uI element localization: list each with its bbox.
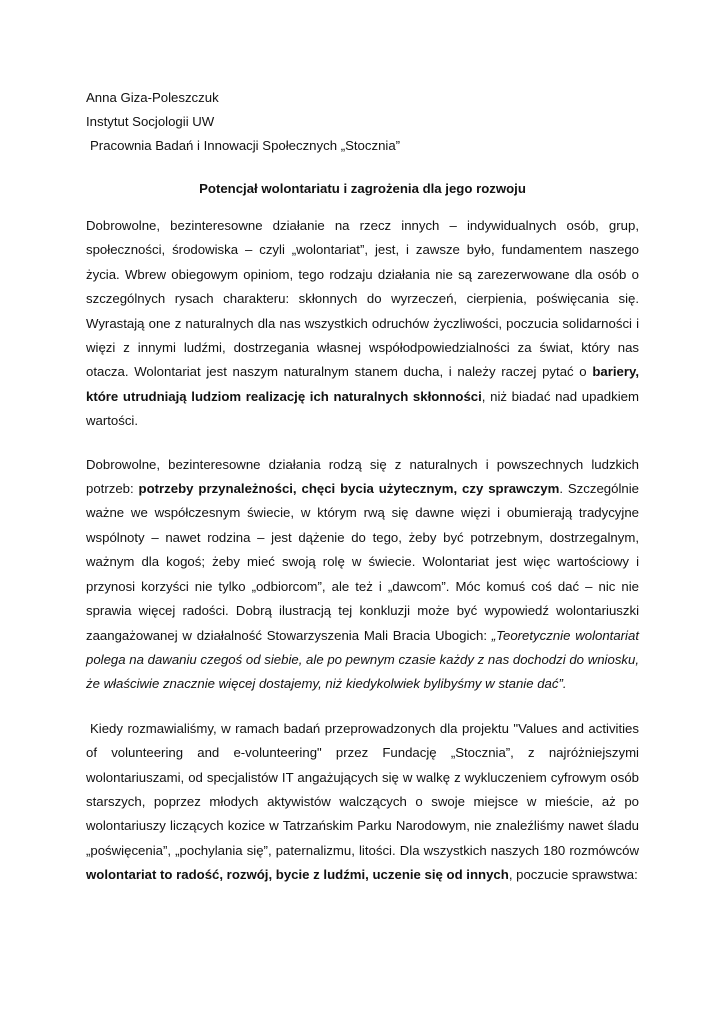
document-page — [86, 86, 639, 888]
paragraph-1-bold: bariery, które utrudniają ludziom realizację ich naturalnych skłonności — [86, 364, 639, 404]
paragraph-3-text-b: , poczucie sprawstwa: — [508, 867, 638, 883]
paragraph-3-text-a: Kiedy rozmawialiśmy, w ramach badań przeprowadzonych dla projektu "Values and activities of volunteering and e-volunteering" przez Fundację „Stocznia”, z najróżniejszymi wolontariuszami, od specjalistów IT angażujących się w walkę z wykluczeniem cyfrowym osób starszych, poprzez młodych aktywistów walczących o swoje miejsce w mieście, aż po wolontariuszy liczących kozice w Tatrzańskim Parku Narodowym, nie znaleźliśmy nawet śladu „poświęcenia”, „pochylania się”, paternalizmu, litości. Dla wszystkich naszych 180 rozmówców — [86, 720, 639, 858]
institute-name: Instytut Socjologii UW — [86, 114, 215, 129]
document-title: Potencjał wolontariatu i zagrożenia dla jego rozwoju — [199, 181, 526, 196]
author-name: Anna Giza-Poleszczuk — [86, 90, 219, 105]
paragraph-1 — [86, 214, 639, 434]
paragraph-2-quote: „Teoretycznie wolontariat polega na dawaniu czegoś od siebie, ale po pewnym czasie każdy z nas dochodzi do wniosku, że właściwie znacznie więcej dostajemy, niż kiedykolwiek bylibyśmy w stanie dać”. — [86, 627, 639, 692]
paragraph-2-text-a: Dobrowolne, bezinteresowne działania rodzą się z naturalnych i powszechnych ludzkich potrzeb: — [86, 456, 639, 497]
paragraph-1-text-a: Dobrowolne, bezinteresowne działanie na rzecz innych – indywidualnych osób, grup, społeczności, środowiska – czyli „wolontariat”, jest, i zawsze było, fundamentem naszego życia. Wbrew obiegowym opiniom, tego rodzaju działania nie są zarezerwowane dla osób o szczególnych rysach charakteru: skłonnych do wyrzeczeń, cierpienia, poświęcania się. Wyrastają one z naturalnych dla nas wszystkich odruchów życzliwości, poczucia solidarności i więzi z innymi ludźmi, dostrzegania własnej współodpowiedzialności za świat, który nas otacza. Wolontariat jest naszym naturalnym stanem ducha, i należy raczej pytać o — [86, 218, 639, 380]
lab-name: Pracownia Badań i Innowacji Społecznych „Stocznia” — [90, 138, 401, 153]
paragraph-3-bold: wolontariat to radość, rozwój, bycie z ludźmi, uczenie się od innych — [86, 867, 509, 883]
paragraph-2 — [86, 453, 639, 697]
paragraph-2-text-b: . Szczególnie ważne we współczesnym świecie, w którym rwą się dawne więzi i obumierają tradycyjne wspólnoty – nawet rodzina – jest dążenie do tego, żeby być potrzebnym, dostrzegalnym, ważnym dla kogoś; żeby mieć swoją rolę w świecie. Wolontariat jest więc wartościowy i przynosi korzyści nie tylko „odbiorcom”, ale też i „dawcom”. Móc komuś coś dać – nic nie sprawia więcej radości. Dobrą ilustracją tej konkluzji może być wypowiedź wolontariuszki zaangażowanej w działalność Stowarzyszenia Mali Bracia Ubogich: — [86, 481, 639, 643]
paragraph-3 — [86, 717, 639, 888]
paragraph-2-bold: potrzeby przynależności, chęci bycia użytecznym, czy sprawczym — [138, 481, 560, 497]
paragraph-1-text-b: , niż biadać nad upadkiem wartości. — [86, 388, 639, 429]
